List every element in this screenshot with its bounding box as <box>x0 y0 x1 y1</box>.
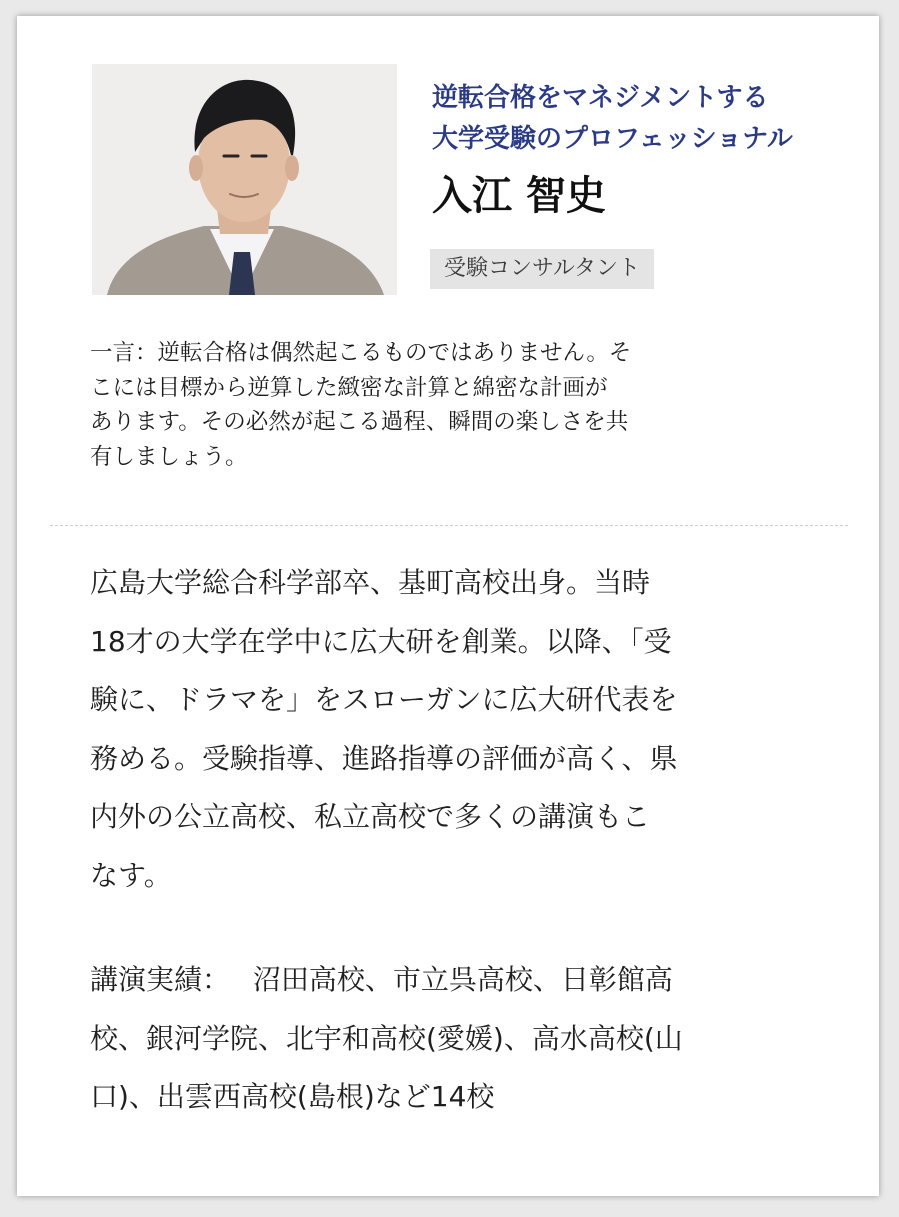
hitokoto-line: 有しましょう。 <box>90 443 248 470</box>
section-divider <box>50 525 848 526</box>
tagline-line: 大学受験のプロフェッショナル <box>432 124 793 154</box>
profile-photo <box>92 64 397 295</box>
bio-line: 18才の大学在学中に広大研を創業。以降、「受 <box>90 624 672 658</box>
bio-line: 内外の公立高校、私立高校で多くの講演もこ <box>90 800 651 833</box>
bio-line: 広島大学総合科学部卒、基町高校出身。当時 <box>90 566 651 599</box>
hitokoto-line: あります。その必然が起こる過程、瞬間の楽しさを共 <box>90 409 629 435</box>
profile-name: 入江 智史 <box>432 173 606 219</box>
profile-card <box>17 16 879 1196</box>
biography <box>90 554 830 905</box>
lecture-achievements <box>90 951 830 1127</box>
hitokoto-line: こには目標から逆算した緻密な計算と綿密な計画が <box>90 374 608 401</box>
achievements-line: 講演実績： 沼田高校、市立呉高校、日彰館高 <box>90 963 673 996</box>
hitokoto-line: 一言：逆転合格は偶然起こるものではありません。そ <box>90 340 632 366</box>
role-badge: 受験コンサルタント <box>430 249 654 289</box>
bio-line: 験に、ドラマを」をスローガンに広大研代表を <box>90 683 678 716</box>
achievements-line: 口)、出雲西高校(島根)など14校 <box>90 1080 495 1113</box>
achievements-line: 校、銀河学院、北宇和高校(愛媛)、高水高校(山 <box>90 1021 683 1055</box>
bio-line: 務める。受験指導、進路指導の評価が高く、県 <box>90 741 678 775</box>
bio-line: なす。 <box>90 858 172 892</box>
tagline-line: 逆転合格をマネジメントする <box>432 83 769 113</box>
profile-tagline <box>432 78 872 160</box>
hitokoto-message <box>90 336 820 474</box>
